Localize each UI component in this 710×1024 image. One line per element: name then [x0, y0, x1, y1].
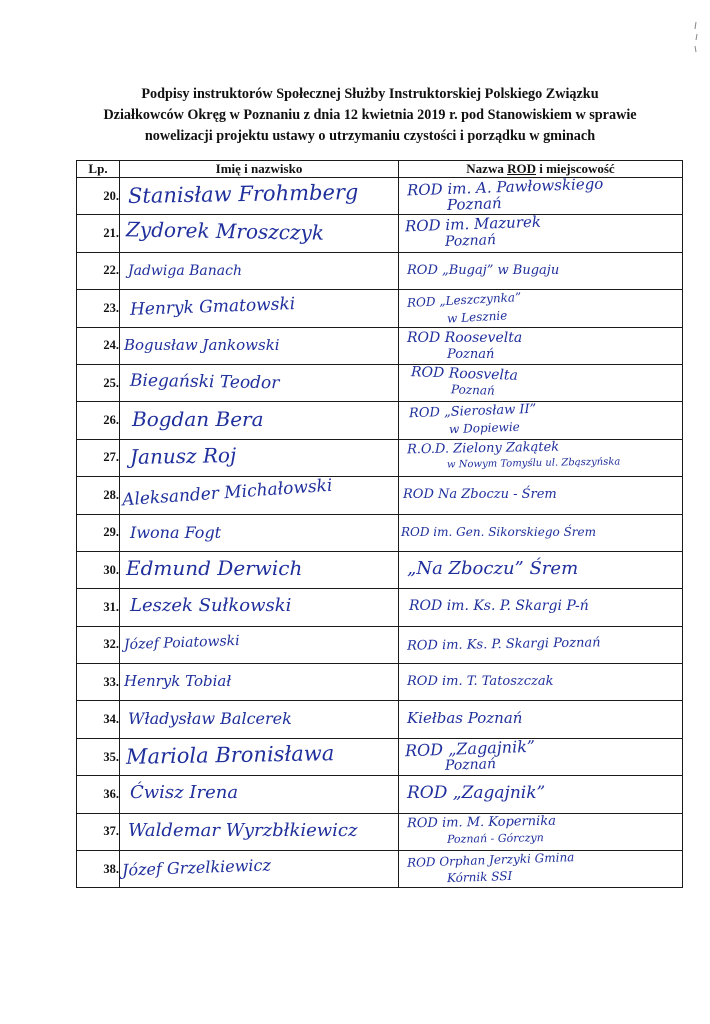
name-cell [120, 252, 399, 289]
row-number: 33. [77, 664, 120, 701]
title-line-2: Działkowców Okręg w Poznaniu z dnia 12 kwietnia 2019 r. pod Stanowiskiem w sprawie [103, 107, 637, 123]
rod-cell [399, 252, 683, 289]
header-name: Imię i nazwisko [120, 161, 399, 178]
row-number: 25. [77, 364, 120, 401]
handwritten-rod-line: ROD im. Ks. P. Skargi Poznań [406, 634, 601, 654]
table-row [77, 252, 683, 289]
handwritten-name: Jadwiga Banach [128, 262, 242, 279]
handwritten-rod-line: Kiełbas Poznań [407, 709, 523, 728]
name-cell [120, 327, 399, 364]
name-cell [120, 626, 399, 663]
handwritten-rod-line: Poznań [444, 755, 497, 774]
table-row [77, 738, 683, 775]
table-row [77, 477, 683, 514]
handwritten-name: Iwona Fogt [130, 522, 222, 542]
name-cell [120, 402, 399, 439]
header-lp: Lp. [77, 161, 120, 178]
handwritten-rod-line: ROD Orphan Jerzyki Gmina [406, 850, 575, 870]
row-number: 28. [77, 477, 120, 514]
handwritten-rod-line: ROD „Zagajnik” [407, 783, 546, 804]
handwritten-rod-line: w Lesznie [446, 308, 508, 326]
title-line-3: nowelizacji projektu ustawy o utrzymaniu czystości i porządku w gminach [144, 128, 596, 144]
handwritten-name: Janusz Roj [129, 442, 237, 469]
handwritten-name: Waldemar Wyrzbłkiewicz [128, 819, 358, 841]
handwritten-rod-line: ROD „Zagajnik” [404, 736, 536, 761]
table-row [77, 364, 683, 401]
table-row [77, 178, 683, 215]
handwritten-name: Henryk Gmatowski [129, 294, 296, 321]
corner-mark [690, 20, 702, 54]
handwritten-name: Bogusław Jankowski [124, 335, 280, 354]
handwritten-name: Zydorek Mroszczyk [125, 217, 325, 246]
row-number: 23. [77, 290, 120, 327]
table-row [77, 290, 683, 327]
rod-cell [399, 701, 683, 738]
row-number: 22. [77, 252, 120, 289]
row-number: 38. [77, 851, 120, 888]
rod-cell [399, 776, 683, 813]
name-cell [120, 813, 399, 850]
rod-cell [399, 851, 683, 888]
name-cell [120, 776, 399, 813]
row-number: 36. [77, 776, 120, 813]
name-cell [120, 364, 399, 401]
handwritten-rod-line: Poznań - Górczyn [446, 830, 544, 846]
rod-cell [399, 215, 683, 252]
handwritten-rod-line: R.O.D. Zielony Zakątek [406, 439, 560, 458]
row-number: 37. [77, 813, 120, 850]
handwritten-rod-line: ROD Na Zboczu - Śrem [403, 487, 557, 503]
handwritten-rod-line: ROD im. T. Tatoszczak [407, 674, 554, 690]
rod-cell [399, 664, 683, 701]
row-number: 34. [77, 701, 120, 738]
rod-cell [399, 813, 683, 850]
row-number: 30. [77, 551, 120, 588]
handwritten-name: Aleksander Michałowski [121, 475, 333, 511]
name-cell [120, 215, 399, 252]
table-row [77, 215, 683, 252]
title-line-1: Podpisy instruktorów Społecznej Służby Instruktorskiej Polskiego Związku [141, 86, 599, 102]
handwritten-name: Bogdan Bera [132, 407, 264, 432]
table-row [77, 851, 683, 888]
handwritten-rod-line: Kórnik SSI [446, 868, 513, 886]
handwritten-rod-line: „Na Zboczu” Śrem [407, 557, 579, 579]
handwritten-rod-line: Poznań [447, 346, 495, 362]
handwritten-rod-line: ROD „Sierosław II” [408, 402, 537, 422]
name-cell [120, 701, 399, 738]
handwritten-name: Józef Grzelkiewicz [121, 855, 272, 880]
table-row [77, 813, 683, 850]
handwritten-rod-line: w Dopiewie [448, 420, 520, 437]
table-row [77, 514, 683, 551]
table-row [77, 626, 683, 663]
handwritten-name: Leszek Sułkowski [130, 595, 292, 617]
name-cell [120, 738, 399, 775]
handwritten-rod-line: ROD im. Ks. P. Skargi P-ń [409, 598, 589, 615]
table-row [77, 439, 683, 476]
name-cell [120, 551, 399, 588]
signature-table [76, 160, 683, 888]
handwritten-name: Biegański Teodor [129, 370, 280, 394]
document-title [60, 84, 680, 147]
handwritten-rod-line: ROD im. A. Pawłowskiego [406, 174, 604, 200]
handwritten-rod-line: ROD im. Gen. Sikorskiego Śrem [401, 524, 597, 539]
table-body [77, 174, 683, 888]
name-cell [120, 439, 399, 476]
row-number: 20. [77, 178, 120, 215]
row-number: 31. [77, 589, 120, 626]
rod-cell [399, 364, 683, 401]
rod-cell [399, 551, 683, 588]
handwritten-rod-line: ROD Roosvelta [410, 364, 519, 384]
header-rod [399, 161, 683, 178]
table-row [77, 327, 683, 364]
table-row [77, 776, 683, 813]
table-row [77, 664, 683, 701]
handwritten-rod-line: w Nowym Tomyślu ul. Zbąszyńska [446, 456, 621, 471]
handwritten-rod-line: ROD im. M. Kopernika [406, 813, 557, 831]
row-number: 21. [77, 215, 120, 252]
handwritten-rod-line: Poznań [444, 232, 497, 251]
name-cell [120, 477, 399, 514]
name-cell [120, 664, 399, 701]
handwritten-name: Władysław Balcerek [128, 709, 292, 729]
rod-cell [399, 589, 683, 626]
rod-cell [399, 514, 683, 551]
handwritten-rod-line: Poznań [446, 194, 502, 214]
row-number: 35. [77, 738, 120, 775]
header-rod-suffix: i miejscowość [535, 161, 615, 176]
handwritten-rod-line: ROD „Leszczynka” [406, 290, 522, 311]
rod-cell [399, 626, 683, 663]
rod-cell [399, 402, 683, 439]
name-cell [120, 851, 399, 888]
handwritten-name: Stanisław Frohmberg [127, 179, 359, 209]
rod-cell [399, 327, 683, 364]
rod-cell [399, 290, 683, 327]
handwritten-rod-line: ROD „Bugaj” w Bugaju [407, 262, 560, 278]
table-row [77, 701, 683, 738]
row-number: 32. [77, 626, 120, 663]
rod-cell [399, 738, 683, 775]
name-cell [120, 514, 399, 551]
rod-cell [399, 439, 683, 476]
name-cell [120, 290, 399, 327]
handwritten-name: Henryk Tobiał [124, 672, 232, 691]
table-row [77, 551, 683, 588]
handwritten-name: Ćwisz Irena [130, 782, 239, 804]
handwritten-rod-line: ROD im. Mazurek [404, 213, 542, 236]
handwritten-rod-line: Poznań [450, 382, 495, 398]
rod-cell [399, 477, 683, 514]
table-row [77, 402, 683, 439]
table-row [77, 589, 683, 626]
header-rod-prefix: Nazwa [466, 161, 508, 176]
row-number: 24. [77, 327, 120, 364]
name-cell [120, 589, 399, 626]
handwritten-name: Józef Poiatowski [123, 632, 240, 653]
handwritten-rod-line: ROD Roosevelta [407, 329, 523, 346]
row-number: 27. [77, 439, 120, 476]
name-cell [120, 178, 399, 215]
rod-cell [399, 174, 683, 215]
handwritten-name: Edmund Derwich [126, 555, 303, 580]
row-number: 26. [77, 402, 120, 439]
handwritten-name: Mariola Bronisława [125, 741, 335, 769]
header-rod-underlined: ROD [507, 161, 536, 176]
row-number: 29. [77, 514, 120, 551]
